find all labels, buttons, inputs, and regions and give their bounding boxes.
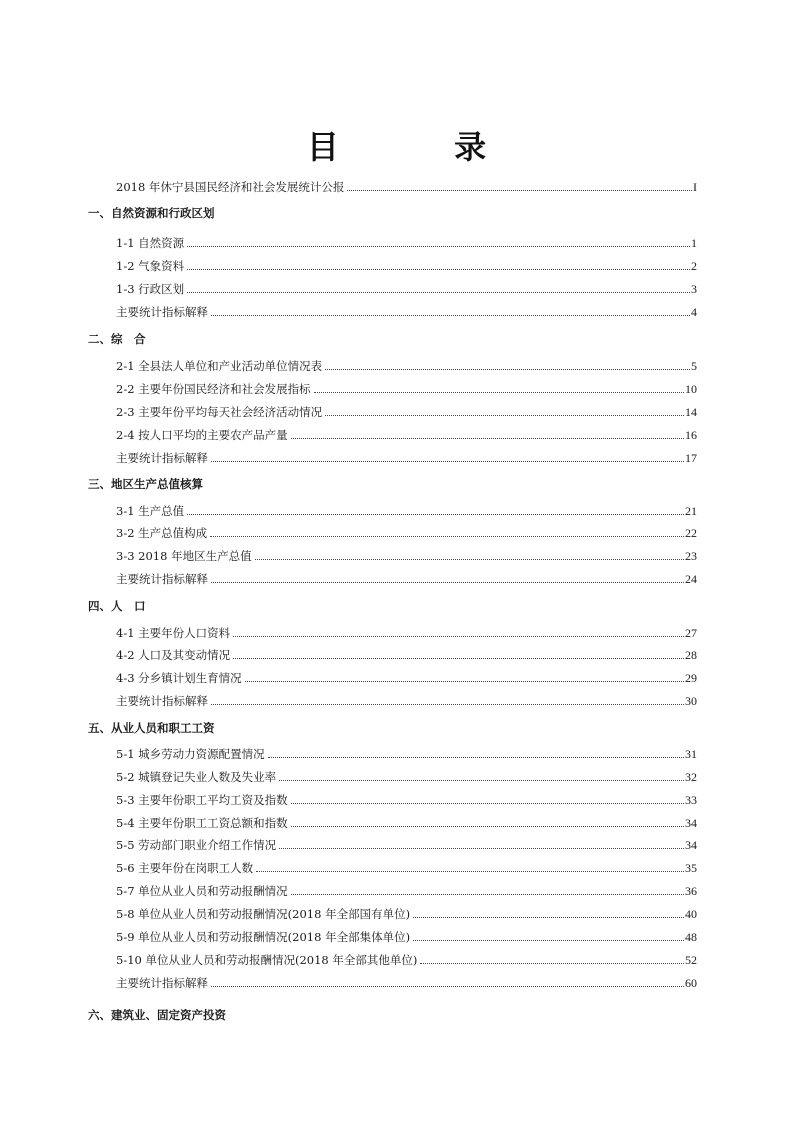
entry-label: 5-10 单位从业人员和劳动报酬情况(2018 年全部其他单位): [116, 953, 418, 967]
toc-entry[interactable]: [116, 357, 697, 375]
dot-leader: [279, 848, 684, 849]
entry-page: 2: [691, 259, 697, 273]
entry-label: 3-2 生产总值构成: [116, 526, 208, 540]
dot-leader: [413, 940, 684, 941]
dot-leader: [291, 894, 684, 895]
toc-entry[interactable]: [116, 380, 697, 398]
entry-label: 5-4 主要年份职工工资总额和指数: [116, 816, 288, 830]
dot-leader: [245, 681, 684, 682]
entry-label: 1-3 行政区划: [116, 282, 185, 296]
dot-leader: [255, 559, 684, 560]
dot-leader: [279, 780, 684, 781]
entry-label: 主要统计指标解释: [116, 451, 208, 465]
dot-leader: [325, 415, 684, 416]
entry-page: 10: [685, 382, 697, 396]
entry-page: 17: [685, 451, 697, 465]
entry-page: 16: [685, 428, 697, 442]
toc-entry[interactable]: [116, 524, 697, 542]
entry-label: 5-1 城乡劳动力资源配置情况: [116, 747, 265, 761]
entry-page: 3: [691, 282, 697, 296]
toc-entry[interactable]: [116, 624, 697, 642]
dot-leader: [413, 917, 684, 918]
entry-label: 3-1 生产总值: [116, 504, 185, 518]
toc-entry[interactable]: [116, 570, 697, 588]
dot-leader: [187, 269, 690, 270]
entry-label: 4-2 人口及其变动情况: [116, 648, 231, 662]
dot-leader: [211, 315, 690, 316]
entry-page: 34: [685, 838, 697, 852]
toc-entry[interactable]: [116, 814, 697, 832]
toc-entry[interactable]: [116, 234, 697, 252]
entry-page: 60: [685, 976, 697, 990]
entry-label: 5-7 单位从业人员和劳动报酬情况: [116, 884, 288, 898]
dot-leader: [187, 246, 690, 247]
toc-entry[interactable]: [116, 502, 697, 520]
dot-leader: [233, 658, 684, 659]
toc-entry[interactable]: [116, 257, 697, 275]
entry-label: 2-4 按人口平均的主要农产品产量: [116, 428, 288, 442]
entry-label: 2018 年休宁县国民经济和社会发展统计公报: [116, 180, 345, 194]
entry-page: 14: [685, 405, 697, 419]
toc-entry[interactable]: [116, 836, 697, 854]
toc-entry[interactable]: [116, 905, 697, 923]
dot-leader: [291, 803, 684, 804]
entry-label: 4-3 分乡镇计划生育情况: [116, 671, 242, 685]
entry-page: 28: [685, 648, 697, 662]
dot-leader: [211, 704, 684, 705]
entry-label: 主要统计指标解释: [116, 694, 208, 708]
entry-page: 34: [685, 816, 697, 830]
entry-label: 5-9 单位从业人员和劳动报酬情况(2018 年全部集体单位): [116, 930, 411, 944]
dot-leader: [256, 871, 684, 872]
toc-entry[interactable]: [116, 692, 697, 710]
entry-label: 4-1 主要年份人口资料: [116, 626, 231, 640]
toc-entry[interactable]: [116, 547, 697, 565]
toc-entry[interactable]: [116, 791, 697, 809]
dot-leader: [211, 986, 684, 987]
dot-leader: [268, 757, 684, 758]
entry-page: 35: [685, 861, 697, 875]
entry-label: 1-2 气象资料: [116, 259, 185, 273]
dot-leader: [187, 514, 684, 515]
toc-entry[interactable]: [116, 745, 697, 763]
toc-entry[interactable]: [116, 974, 697, 992]
entry-label: 5-3 主要年份职工平均工资及指数: [116, 793, 288, 807]
entry-label: 2-2 主要年份国民经济和社会发展指标: [116, 382, 311, 396]
entry-page: 23: [685, 549, 697, 563]
dot-leader: [347, 190, 692, 191]
entry-page: 1: [691, 236, 697, 250]
entry-label: 3-3 2018 年地区生产总值: [116, 549, 252, 563]
toc-entry[interactable]: [116, 449, 697, 467]
entry-page: I: [693, 180, 697, 194]
dot-leader: [325, 369, 690, 370]
entry-page: 33: [685, 793, 697, 807]
entry-label: 主要统计指标解释: [116, 305, 208, 319]
entry-page: 29: [685, 671, 697, 685]
dot-leader: [211, 461, 684, 462]
entry-page: 30: [685, 694, 697, 708]
toc-entry[interactable]: [116, 768, 697, 786]
toc-entry[interactable]: [116, 882, 697, 900]
entry-page: 36: [685, 884, 697, 898]
entry-page: 31: [685, 747, 697, 761]
entry-page: 4: [691, 305, 697, 319]
entry-label: 1-1 自然资源: [116, 236, 185, 250]
entry-label: 主要统计指标解释: [116, 976, 208, 990]
toc-entry[interactable]: [116, 303, 697, 321]
toc-entry[interactable]: [116, 646, 697, 664]
section-heading[interactable]: 二、综 合: [88, 332, 146, 346]
toc-entry[interactable]: [116, 403, 697, 421]
dot-leader: [314, 392, 684, 393]
entry-label: 5-5 劳动部门职业介绍工作情况: [116, 838, 277, 852]
entry-page: 48: [685, 930, 697, 944]
dot-leader: [210, 536, 684, 537]
entry-page: 5: [691, 359, 697, 373]
toc-entry[interactable]: [116, 280, 697, 298]
toc-entry[interactable]: [116, 426, 697, 444]
section-heading[interactable]: 五、从业人员和职工工资: [88, 721, 215, 735]
section-heading[interactable]: 三、地区生产总值核算: [88, 477, 203, 491]
entry-page: 32: [685, 770, 697, 784]
toc-entry-preface[interactable]: [116, 178, 697, 196]
toc-entry[interactable]: [116, 669, 697, 687]
dot-leader: [211, 582, 684, 583]
dot-leader: [291, 438, 684, 439]
toc-entry[interactable]: [116, 859, 697, 877]
entry-page: 24: [685, 572, 697, 586]
section-heading[interactable]: 六、建筑业、固定资产投资: [88, 1008, 226, 1022]
section-heading[interactable]: 一、自然资源和行政区划: [88, 206, 215, 220]
entry-label: 5-8 单位从业人员和劳动报酬情况(2018 年全部国有单位): [116, 907, 411, 921]
entry-label: 5-2 城镇登记失业人数及失业率: [116, 770, 277, 784]
section-heading[interactable]: 四、人 口: [88, 599, 146, 613]
entry-label: 主要统计指标解释: [116, 572, 208, 586]
page-title: 目 录: [306, 128, 539, 166]
entry-page: 22: [685, 526, 697, 540]
toc-entry[interactable]: [116, 928, 697, 946]
dot-leader: [233, 636, 684, 637]
entry-label: 2-1 全县法人单位和产业活动单位情况表: [116, 359, 323, 373]
entry-label: 2-3 主要年份平均每天社会经济活动情况: [116, 405, 323, 419]
entry-label: 5-6 主要年份在岗职工人数: [116, 861, 254, 875]
dot-leader: [420, 963, 684, 964]
entry-page: 27: [685, 626, 697, 640]
entry-page: 21: [685, 504, 697, 518]
dot-leader: [187, 292, 690, 293]
entry-page: 40: [685, 907, 697, 921]
dot-leader: [291, 826, 684, 827]
toc-entry[interactable]: [116, 951, 697, 969]
entry-page: 52: [685, 953, 697, 967]
